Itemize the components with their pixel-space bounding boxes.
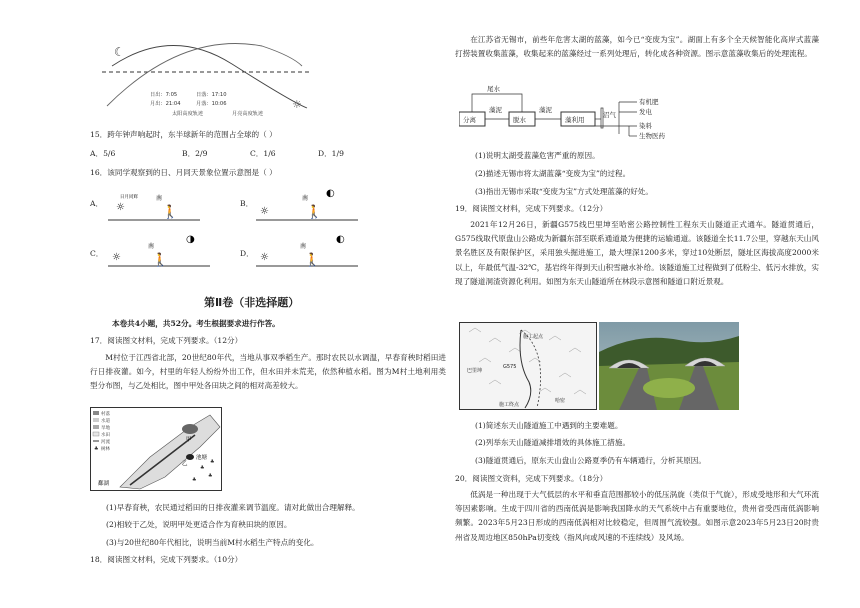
svg-text:♣: ♣ xyxy=(94,446,99,452)
svg-text:♣: ♣ xyxy=(192,477,197,483)
right-column xyxy=(455,0,827,608)
svg-text:🚶: 🚶 xyxy=(152,253,169,268)
q16-option-b[interactable]: B． xyxy=(240,199,254,208)
moonset-label: 月落：10:06 xyxy=(196,101,227,107)
legend-dryland: 旱地 xyxy=(101,426,110,431)
moon-icon: ☾ xyxy=(114,45,125,59)
q16-text: 16．该同学观察到的日、月同天景象位置示意图是（ ） xyxy=(90,168,277,177)
moon-legend: 月亮高度轨迹 xyxy=(232,111,264,117)
svg-text:◑: ◑ xyxy=(186,234,195,245)
q18-paragraph: 在江苏省无锡市，前些年危害太湖的蓝藻，如今已“变废为宝”。湖面上有多个全天候智能化高岸式蓝藻打捞装置收集蓝藻，收集起来的蓝藻经过一系列处理后，转化成各种资源。图示意蓝藻收集后的处理流程。 xyxy=(455,35,819,59)
map-label-barkol: 巴里坤 xyxy=(467,368,483,374)
sunset-label: 日落：17:10 xyxy=(196,92,227,98)
q16-option-c[interactable]: C． xyxy=(90,249,104,258)
q19-question-3: (3)隧道贯通后，原东天山盘山公路夏季仍有车辆通行，分析其原因。 xyxy=(475,456,706,465)
legend-river: 河流 xyxy=(101,440,110,445)
q15-option-c[interactable]: C．1/6 xyxy=(250,149,276,158)
svg-text:南: 南 xyxy=(148,243,155,250)
q15-option-a[interactable]: A．5/6 xyxy=(90,149,116,158)
q17-village-map xyxy=(90,407,222,491)
svg-text:🚶: 🚶 xyxy=(304,253,321,268)
q19-tunnel-map xyxy=(459,322,597,410)
svg-text:♣: ♣ xyxy=(210,459,215,465)
algae-flow-diagram xyxy=(459,82,689,144)
svg-text:☼: ☼ xyxy=(260,206,269,217)
q19-question-1: (1)简述东天山隧道施工中遇到的主要难题。 xyxy=(475,421,623,430)
q17-title: 17．阅读图文材料，完成下列要求。（12分） xyxy=(90,336,243,345)
section-note: 本卷共4小题，共52分。考生根据要求进行作答。 xyxy=(112,319,280,328)
q20-title: 20．阅读图文资料，完成下列要求。（18分） xyxy=(455,474,608,483)
map-label-end: 施工终点 xyxy=(499,402,520,408)
sun-icon: ☼ xyxy=(292,98,302,111)
svg-text:日月同辉: 日月同辉 xyxy=(120,195,138,200)
svg-text:🚶: 🚶 xyxy=(162,205,179,220)
section-title: 第Ⅱ卷（非选择题） xyxy=(204,296,300,309)
map-label-lake: 鄱湖 xyxy=(98,481,110,487)
map-label-g575: G575 xyxy=(503,364,517,370)
svg-text:南: 南 xyxy=(302,195,309,202)
q19-question-2: (2)列举东天山隧道减排增效的具体施工措施。 xyxy=(475,438,631,447)
svg-text:藻利用: 藻利用 xyxy=(565,116,585,124)
q17-paragraph: M村位于江西省北部，20世纪80年代，当地从事双季稻生产。那时农民以水调温，早春育秧时稻田进行日排夜灌。如今，村里的年轻人纷纷外出工作，但水田并未荒芜，依然种植水稻。图为M村土地利用类型分布图，与乙处相比，图中甲处各田块之间的相对高差较大。 xyxy=(90,353,446,391)
q19-title: 19．阅读图文材料，完成下列要求。（12分） xyxy=(455,204,608,213)
q18-question-1: (1)说明太湖受蓝藻危害严重的原因。 xyxy=(475,151,600,160)
label-algae-mud2: 藻泥 xyxy=(539,106,552,114)
sunrise-label: 日出：7:05 xyxy=(150,92,178,98)
svg-text:☼: ☼ xyxy=(260,252,269,263)
map-label-jia: 甲 xyxy=(186,437,192,443)
q18-title: 18．阅读图文材料，完成下列要求。（10分） xyxy=(90,555,243,564)
svg-text:脱水: 脱水 xyxy=(513,116,526,124)
svg-text:◐: ◐ xyxy=(326,188,335,199)
q19-tunnel-photo xyxy=(599,322,739,410)
q18-question-3: (3)指出无锡市采取“变废为宝”方式处理蓝藻的好处。 xyxy=(475,187,653,196)
q16-figure-a xyxy=(108,186,208,224)
q16-option-d[interactable]: D． xyxy=(240,249,254,258)
sun-legend: 太阳高度轨迹 xyxy=(172,111,204,117)
map-label-hami: 哈密 xyxy=(555,398,566,404)
output-dye: 染料 xyxy=(639,122,652,130)
legend-paddy: 水田 xyxy=(101,433,110,438)
left-column xyxy=(56,0,456,608)
label-biogas: 沼气 xyxy=(603,111,616,119)
output-power: 发电 xyxy=(639,108,652,116)
svg-text:南: 南 xyxy=(300,243,307,250)
legend-village: 村落 xyxy=(101,412,110,417)
label-tail-water: 尾水 xyxy=(487,85,500,93)
q16-figure-d xyxy=(256,230,366,270)
q20-paragraph: 低涡是一种出现于大气低层的水平和垂直范围都较小的低压涡旋（类似于气旋），形成受地形和大气环流等因素影响。生成于四川省的西南低涡是影响我国降水的天气系统中占有重要地位，贵州省受西南低涡影响频繁。2023年5月23日形成的西南低涡相对比较稳定，但周围气流较强。如图示意2023年5月23日20时贵州省及周边地区850hPa切变线（指风向或风速的不连续线）及风场。 xyxy=(455,490,819,542)
q19-paragraph: 2021年12月26日，新疆G575线巴里坤至哈密公路控制性工程东天山隧道正式通车。隧道贯通后，G575线取代原盘山公路成为新疆东部至联系通道最为便捷的运输通道。该隧道全长11.7公里，穿越东天山风景名胜区及有限保护区，采用独头掘进施工，最大埋深1200多米，穿过10处断层，隧址区海拔高度2000米以上，年最低气温-32℃，基岩终年得到天山积雪融水补给。该隧道施工过程做到了低粉尘、低污水排放，实现了隧道洞渣资源化利用。如图为东天山隧道所在林段示意图和隧道口附近景观。 xyxy=(455,220,819,286)
svg-text:♣: ♣ xyxy=(208,473,213,479)
legend-waterway: 水道 xyxy=(101,419,110,424)
q17-question-1: (1)早春育秧，农民通过稻田的日排夜灌来调节温度。请对此做出合理解释。 xyxy=(106,503,360,512)
legend-forest: 树林 xyxy=(101,447,110,452)
q15-text: 15．跨年钟声响起时，东半球新年的范围占全球的（ ） xyxy=(90,130,277,139)
svg-text:☼: ☼ xyxy=(116,202,125,213)
q17-question-2: (2)相较于乙处，说明甲处更适合作为育秧田块的原因。 xyxy=(106,520,292,529)
q15-option-b[interactable]: B．2/9 xyxy=(182,149,208,158)
q16-figure-c xyxy=(108,230,218,270)
map-label-pond: 池塘 xyxy=(196,455,208,461)
svg-text:◐: ◐ xyxy=(336,234,345,245)
svg-text:南: 南 xyxy=(156,195,163,202)
moonrise-label: 月出：21:04 xyxy=(150,101,181,107)
output-fertilizer: 有机肥 xyxy=(639,98,659,106)
svg-text:♣: ♣ xyxy=(200,465,205,471)
output-medicine: 生物医药 xyxy=(639,132,665,140)
label-algae-mud: 藻泥 xyxy=(489,106,502,114)
map-label-start: 施工起点 xyxy=(523,334,544,340)
svg-text:☼: ☼ xyxy=(112,252,121,263)
sun-moon-altitude-chart xyxy=(102,36,322,118)
q17-question-3: (3)与20世纪80年代相比，说明当前M村水稻生产特点的变化。 xyxy=(106,538,319,547)
q18-question-2: (2)描述无锡市将太湖蓝藻“变废为宝”的过程。 xyxy=(475,169,631,178)
q15-option-d[interactable]: D．1/9 xyxy=(318,149,344,158)
svg-text:分离: 分离 xyxy=(463,116,476,124)
q16-figure-b xyxy=(256,186,366,224)
svg-text:🚶: 🚶 xyxy=(306,205,323,220)
map-label-yi: 乙 xyxy=(182,461,188,467)
q16-option-a[interactable]: A． xyxy=(90,199,104,208)
